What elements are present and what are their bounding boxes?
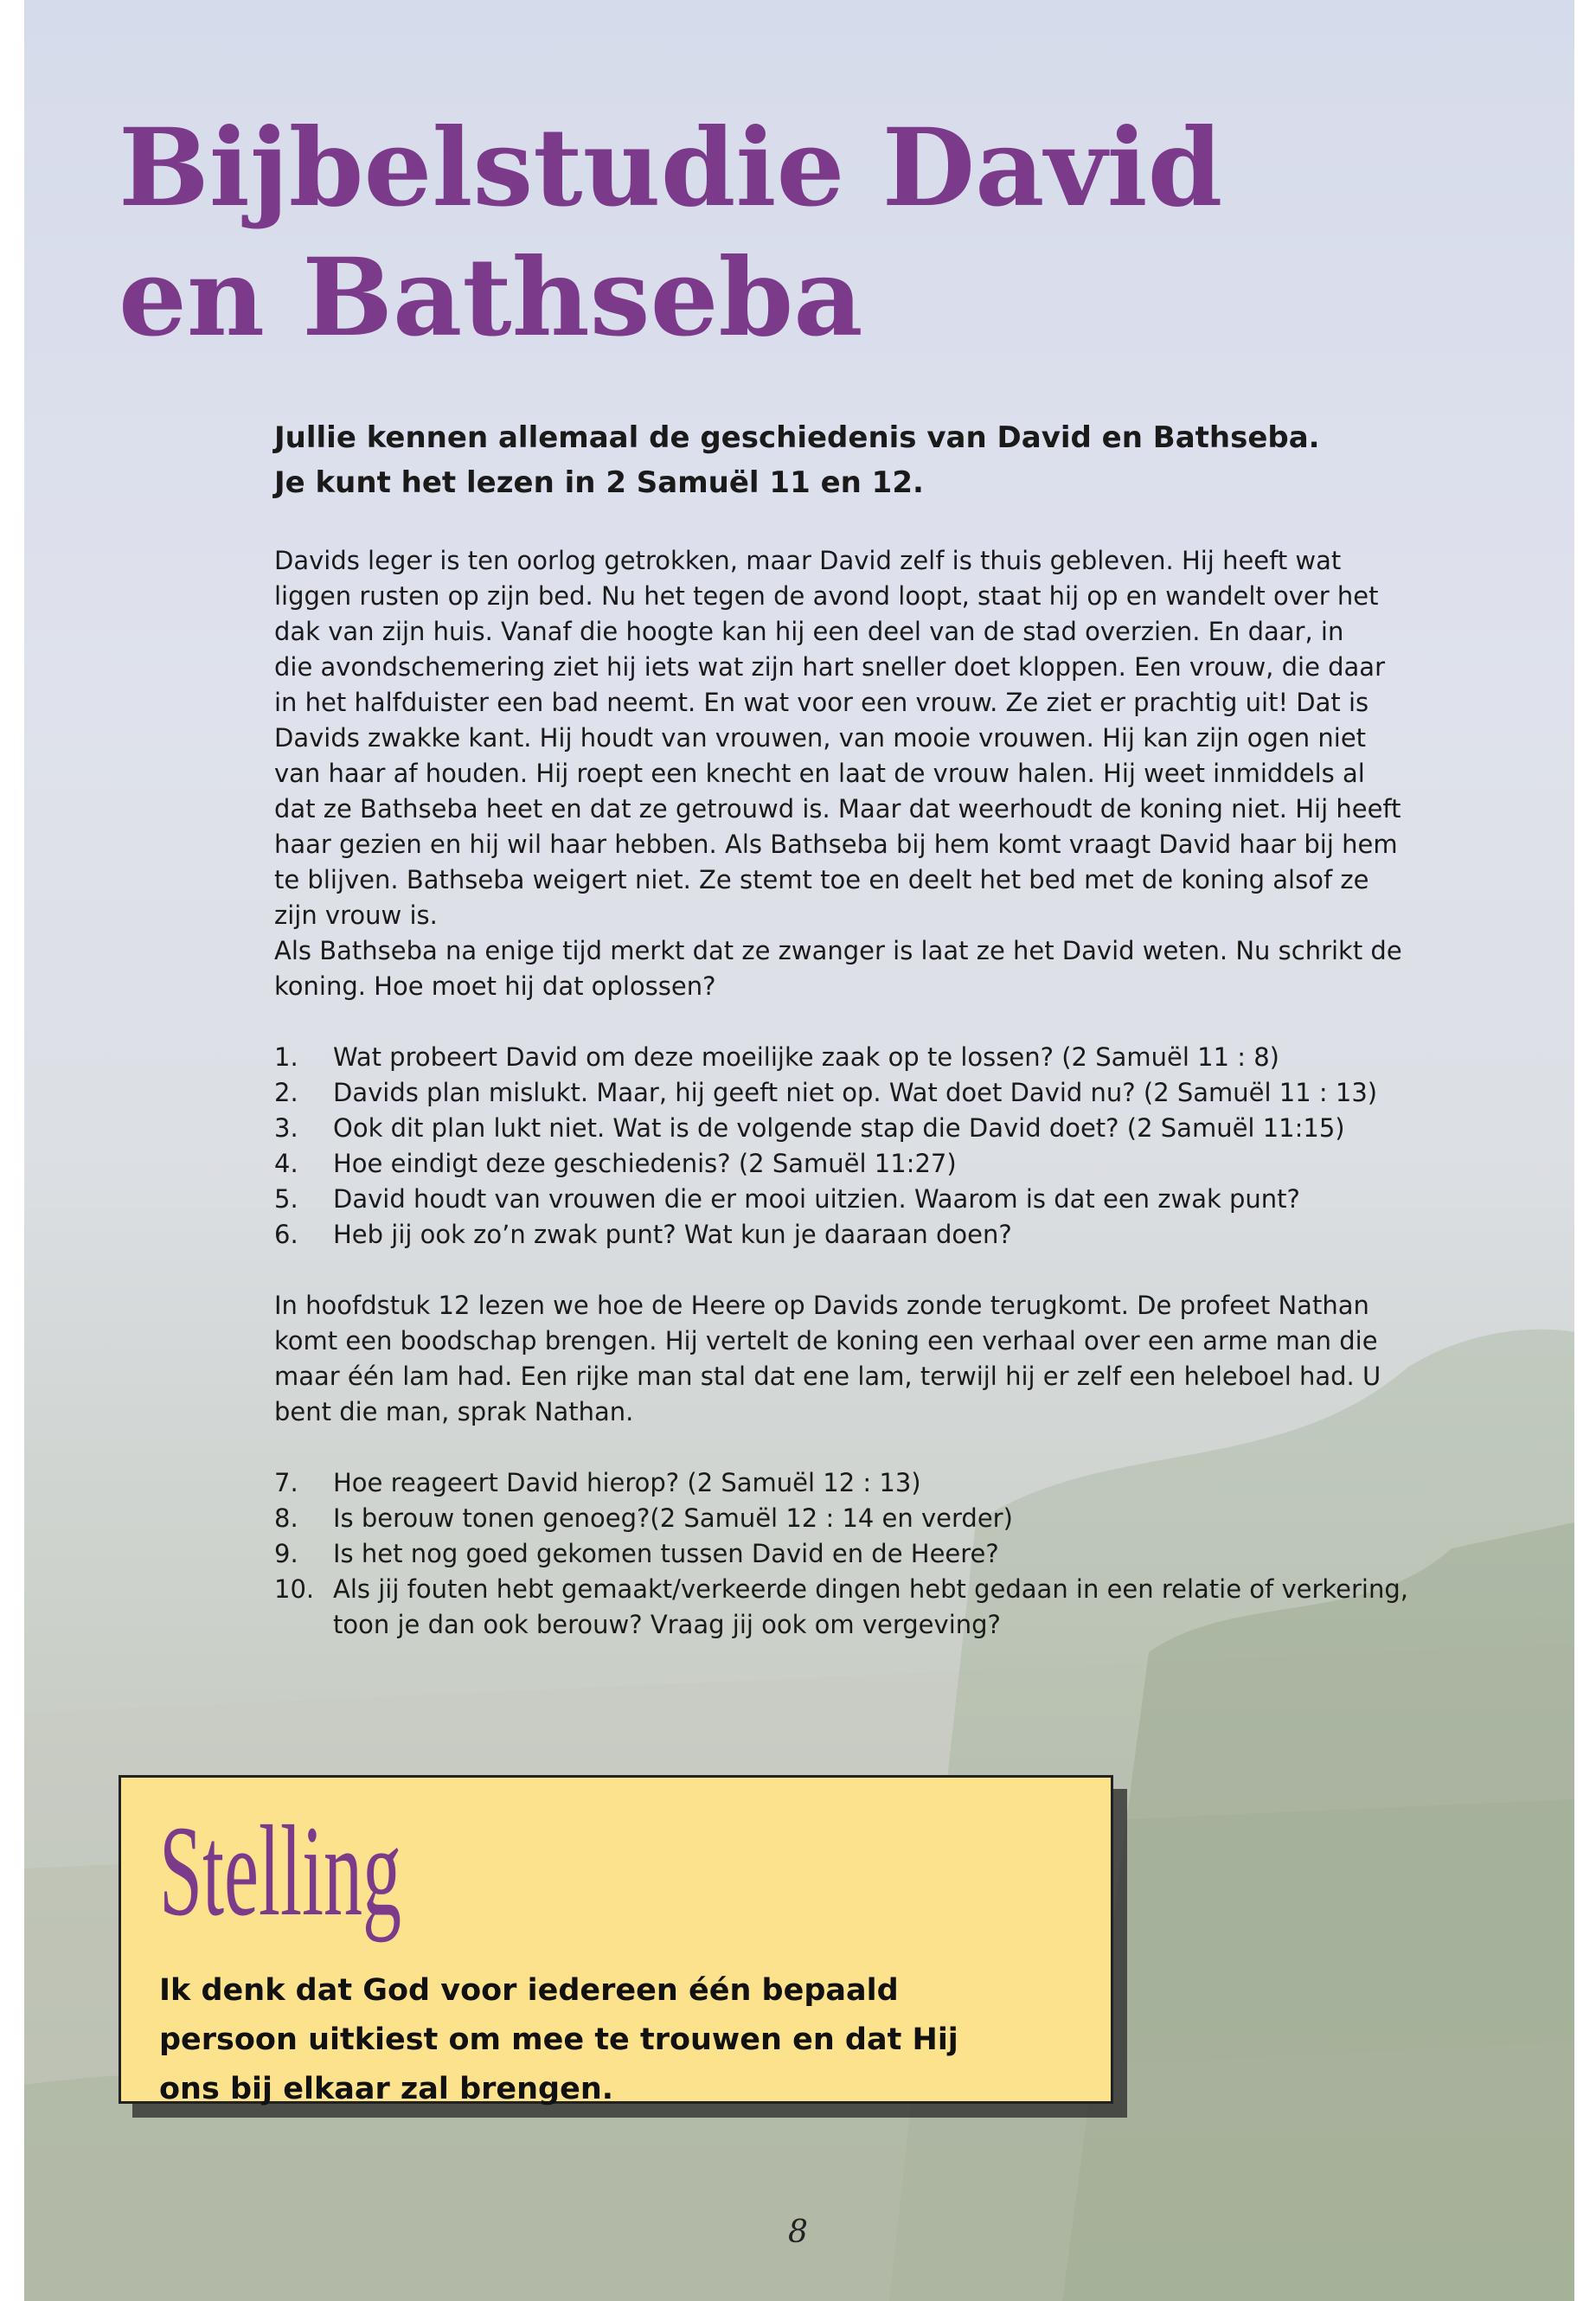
question-text: Hoe eindigt deze geschiedenis? (2 Samuël 11:27)	[333, 1149, 957, 1178]
question-text: David houdt van vrouwen die er mooi uitzien. Waarom is dat een zwak punt?	[333, 1184, 1300, 1214]
title-line-2: en Bathseba	[119, 235, 863, 361]
question-number: 3.	[274, 1113, 298, 1143]
chapter12-line: In hoofdstuk 12 lezen we hoe de Heere op Davids zonde terugkomt. De profeet Nathan	[274, 1291, 1369, 1320]
question-item	[274, 1501, 1468, 1536]
page-title	[119, 104, 1222, 363]
question-item	[274, 1111, 1468, 1146]
question-list-1	[274, 1040, 1468, 1253]
question-text: Davids plan mislukt. Maar, hij geeft niet op. Wat doet David nu? (2 Samuël 11 : 13)	[333, 1078, 1378, 1107]
question-item	[274, 1536, 1468, 1572]
story-line: Als Bathseba na enige tijd merkt dat ze zwanger is laat ze het David weten. Nu schrikt de	[274, 936, 1402, 965]
intro-line-2: Je kunt het lezen in 2 Samuël 11 en 12.	[274, 465, 924, 500]
chapter12-line: bent die man, sprak Nathan.	[274, 1397, 634, 1426]
question-number: 9.	[274, 1539, 298, 1568]
story-line: koning. Hoe moet hij dat oplossen?	[274, 971, 716, 1001]
question-number: 4.	[274, 1149, 298, 1178]
question-number: 6.	[274, 1220, 298, 1249]
story-line: dat ze Bathseba heet en dat ze getrouwd is. Maar dat weerhoudt de koning niet. Hij heeft	[274, 794, 1401, 824]
chapter12-line: komt een boodschap brengen. Hij vertelt de koning een verhaal over een arme man die	[274, 1326, 1378, 1356]
intro-line-1: Jullie kennen allemaal de geschiedenis van David en Bathseba.	[274, 420, 1320, 455]
main-content	[274, 415, 1468, 1643]
spacer	[274, 1253, 1468, 1288]
question-text: Ook dit plan lukt niet. Wat is de volgende stap die David doet? (2 Samuël 11:15)	[333, 1113, 1345, 1143]
question-number: 5.	[274, 1184, 298, 1214]
chapter12-line: maar één lam had. Een rijke man stal dat ene lam, terwijl hij er zelf een heleboel had. U	[274, 1362, 1381, 1391]
spacer	[274, 1430, 1468, 1465]
question-text: Heb jij ook zo’n zwak punt? Wat kun je daaraan doen?	[333, 1220, 1012, 1249]
question-number: 10.	[274, 1574, 315, 1604]
question-number: 2.	[274, 1078, 298, 1107]
story-line: haar gezien en hij wil haar hebben. Als Bathseba bij hem komt vraagt David haar bij hem	[274, 830, 1398, 859]
question-item	[274, 1572, 1468, 1643]
page-number: 8	[788, 2214, 808, 2250]
story-line: in het halfduister een bad neemt. En wat voor een vrouw. Ze ziet er prachtig uit! Dat is	[274, 688, 1369, 717]
question-text: Als jij fouten hebt gemaakt/verkeerde dingen hebt gedaan in een relatie of verkering, toon je dan ook berouw? Vraag jij ook om vergeving?	[333, 1574, 1408, 1639]
stelling-box	[119, 1775, 1113, 2104]
story-line: zijn vrouw is.	[274, 901, 438, 930]
question-list-2	[274, 1465, 1468, 1643]
question-text: Wat probeert David om deze moeilijke zaak op te lossen? (2 Samuël 11 : 8)	[333, 1042, 1279, 1072]
question-item	[274, 1465, 1468, 1501]
question-text: Hoe reageert David hierop? (2 Samuël 12 : 13)	[333, 1468, 921, 1497]
question-item	[274, 1075, 1468, 1111]
question-number: 1.	[274, 1042, 298, 1072]
question-item	[274, 1040, 1468, 1075]
question-item	[274, 1182, 1468, 1217]
story-line: die avondschemering ziet hij iets wat zijn hart sneller doet kloppen. Een vrouw, die daar	[274, 652, 1386, 682]
stelling-text: Ik denk dat God voor iedereen één bepaald persoon uitkiest om mee te trouwen en dat Hij ons bij elkaar zal brengen.	[159, 1973, 958, 2106]
story-line: van haar af houden. Hij roept een knecht en laat de vrouw halen. Hij weet inmiddels al	[274, 759, 1365, 788]
stelling-title: Stelling	[159, 1799, 402, 1943]
question-number: 8.	[274, 1503, 298, 1533]
question-item	[274, 1146, 1468, 1182]
spacer	[274, 1004, 1468, 1040]
title-line-1: Bijbelstudie David	[119, 106, 1223, 231]
story-line: te blijven. Bathseba weigert niet. Ze stemt toe en deelt het bed met de koning alsof ze	[274, 865, 1369, 894]
story-line: liggen rusten op zijn bed. Nu het tegen de avond loopt, staat hij op en wandelt over het	[274, 581, 1379, 611]
story-paragraph	[274, 543, 1468, 1004]
intro-paragraph	[274, 415, 1468, 505]
question-text: Is het nog goed gekomen tussen David en de Heere?	[333, 1539, 999, 1568]
chapter12-paragraph	[274, 1288, 1468, 1430]
question-text: Is berouw tonen genoeg?(2 Samuël 12 : 14 en verder)	[333, 1503, 1013, 1533]
story-line: Davids leger is ten oorlog getrokken, maar David zelf is thuis gebleven. Hij heeft wat	[274, 546, 1342, 575]
question-number: 7.	[274, 1468, 298, 1497]
story-line: dak van zijn huis. Vanaf die hoogte kan hij een deel van de stad overzien. En daar, in	[274, 617, 1344, 646]
question-item	[274, 1217, 1468, 1253]
story-line: Davids zwakke kant. Hij houdt van vrouwen, van mooie vrouwen. Hij kan zijn ogen niet	[274, 723, 1367, 753]
